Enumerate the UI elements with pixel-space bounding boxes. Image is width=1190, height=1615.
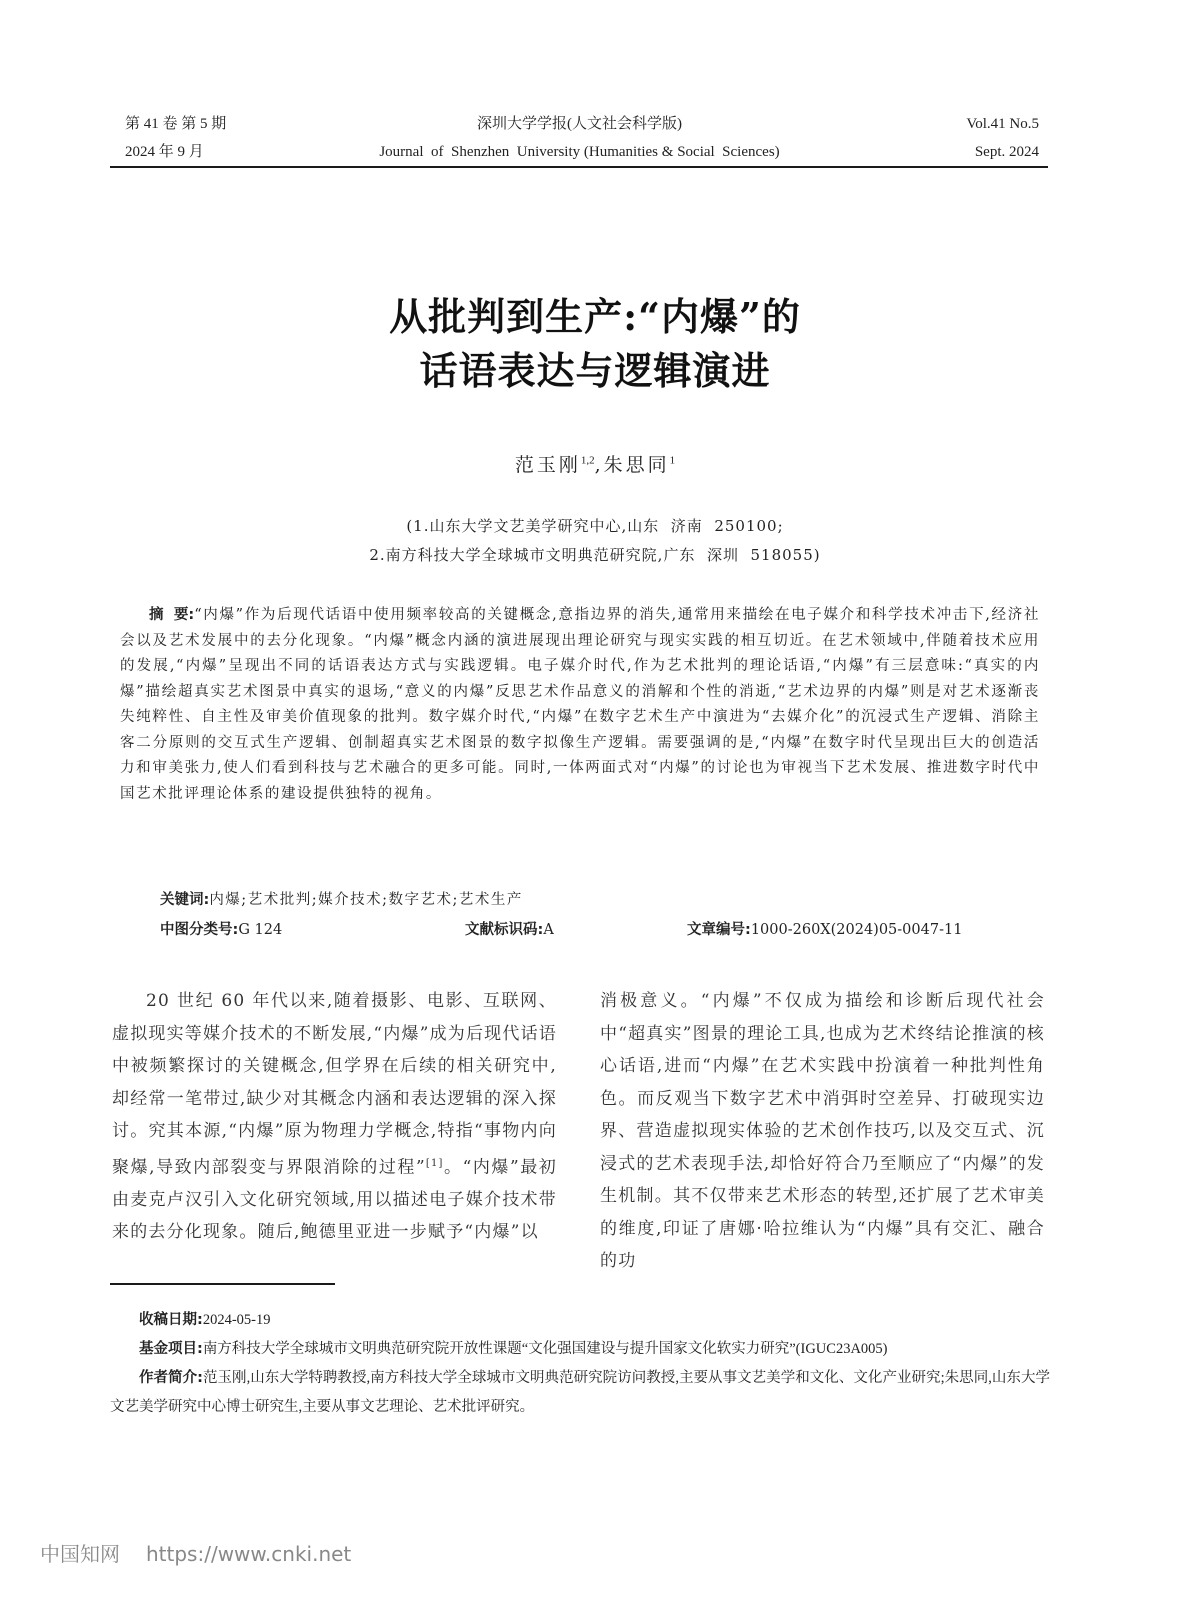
author-bio xyxy=(110,1364,1050,1422)
watermark-brand: 中国知网 xyxy=(40,1542,120,1566)
doc-code-label: 文献标识码: xyxy=(465,922,544,938)
clc-label: 中图分类号: xyxy=(160,922,239,938)
header-center xyxy=(112,110,1047,166)
watermark-url[interactable]: https://www.cnki.net xyxy=(146,1542,352,1566)
received-date xyxy=(110,1306,1050,1335)
date-en: Sept. 2024 xyxy=(974,144,1039,160)
article-number-label: 文章编号: xyxy=(687,922,751,938)
clc-value: G 124 xyxy=(238,922,283,938)
abstract-text: “内爆”作为后现代话语中使用频率较高的关键概念,意指边界的消失,通常用来描绘在电子媒介和科学技术冲击下,经济社会以及艺术发展中的去分化现象。“内爆”概念内涵的演进展现出理论研究与现实实践的相互切近。在艺术领域中,伴随着技术应用的发展,“内爆”呈现出不同的话语表达方式与实践逻辑。电子媒介时代,作为艺术批判的理论话语,“内爆”有三层意味:“真实的内爆”描绘超真实艺术图景中真实的退场,“意义的内爆”反思艺术作品意义的消解和个性的消逝,“艺术边界的内爆”则是对艺术逐渐丧失纯粹性、自主性及审美价值现象的批判。数字媒介时代,“内爆”在数字艺术生产中演进为“去媒介化”的沉浸式生产逻辑、消除主客二分原则的交互式生产逻辑、创制超真实艺术图景的数字拟像生产逻辑。需要强调的是,“内爆”在数字时代呈现出巨大的创造活力和审美张力,使人们看到科技与艺术融合的更多可能。同时,一体两面式对“内爆”的讨论也为审视当下艺术发展、推进数字时代中国艺术批评理论体系的建设提供独特的视角。 xyxy=(120,607,1040,802)
volume-en: Vol.41 No.5 xyxy=(966,116,1039,132)
received-label: 收稿日期: xyxy=(139,1312,203,1328)
bio-value: 范玉刚,山东大学特聘教授,南方科技大学全球城市文明典范研究院访问教授,主要从事文艺美学和文化、文化产业研究;朱思同,山东大学文艺美学研究中心博士研究生,主要从事文艺理论、艺术批评研究。 xyxy=(110,1370,1050,1415)
running-header xyxy=(112,110,1047,170)
article-number-value: 1000-260X(2024)05-0047-11 xyxy=(750,922,963,938)
author-separator: , xyxy=(594,454,604,476)
affiliations xyxy=(0,512,1190,570)
document-code xyxy=(465,918,554,939)
affiliation-line: (1.山东大学文艺美学研究中心,山东 济南 250100; xyxy=(406,517,784,535)
author-name: 范玉刚 xyxy=(514,454,581,476)
fund-project xyxy=(110,1335,1050,1364)
fund-label: 基金项目: xyxy=(139,1341,203,1357)
body-column-right xyxy=(600,985,1045,1278)
citation-reference[interactable]: [1] xyxy=(425,1157,444,1169)
keywords-text: 内爆;艺术批判;媒介技术;数字艺术;艺术生产 xyxy=(209,892,523,908)
bio-label: 作者简介: xyxy=(139,1370,203,1386)
author-affiliation-marker: 1,2 xyxy=(580,454,595,467)
title-line-2: 话语表达与逻辑演进 xyxy=(419,348,771,393)
body-paragraph-text: 20 世纪 60 年代以来,随着摄影、电影、互联网、虚拟现实等媒介技术的不断发展,“内爆”成为后现代话语中被频繁探讨的关键概念,但学界在后续的相关研究中,却经常一笔带过,缺少对其概念内涵和表达逻辑的深入探讨。究其本源,“内爆”原为物理力学概念,特指“事物内向聚爆,导致内部裂变与界限消除的过程” xyxy=(112,991,557,1178)
author-list xyxy=(0,450,1190,477)
header-right xyxy=(966,110,1039,166)
abstract xyxy=(120,603,1040,807)
article-number xyxy=(687,918,962,939)
body-paragraph-text: 消极意义。“内爆”不仅成为描绘和诊断后现代社会中“超真实”图景的理论工具,也成为艺术终结论推演的核心话语,进而“内爆”在艺术实践中扮演着一种批判性角色。而反观当下数字艺术中消弭时空差异、打破现实边界、营造虚拟现实体验的艺术创作技巧,以及交互式、沉浸式的艺术表现手法,却恰好符合乃至顺应了“内爆”的发生机制。其不仅带来艺术形态的转型,还扩展了艺术审美的维度,印证了唐娜·哈拉维认为“内爆”具有交汇、融合的功 xyxy=(600,991,1045,1271)
footnote-rule xyxy=(110,1283,335,1285)
author-name: 朱思同 xyxy=(603,454,670,476)
volume-cn: 第 41 卷 第 5 期 xyxy=(125,116,227,132)
doc-code-value: A xyxy=(543,922,554,938)
header-rule xyxy=(110,166,1048,168)
cnki-watermark xyxy=(40,1538,377,1567)
article-title xyxy=(0,290,1190,398)
author-affiliation-marker: 1 xyxy=(669,454,676,467)
title-line-1: 从批判到生产:“内爆”的 xyxy=(389,294,801,339)
journal-name-cn: 深圳大学学报(人文社会科学版) xyxy=(477,116,682,132)
abstract-label: 摘 要: xyxy=(149,607,195,623)
affiliation-line: 2.南方科技大学全球城市文明典范研究院,广东 深圳 518055) xyxy=(369,546,821,564)
journal-name-en: Journal of Shenzhen University (Humanities & Social Sciences) xyxy=(379,144,780,160)
date-cn: 2024 年 9 月 xyxy=(125,144,204,160)
clc-number xyxy=(160,918,282,939)
keywords-label: 关键词: xyxy=(160,892,210,908)
fund-value: 南方科技大学全球城市文明典范研究院开放性课题“文化强国建设与提升国家文化软实力研究”(IGUC23A005) xyxy=(202,1341,888,1357)
body-column-left xyxy=(112,985,557,1249)
keywords xyxy=(160,888,1040,909)
received-value: 2024-05-19 xyxy=(202,1312,271,1328)
body-paragraph-text: 。“内爆”最初由麦克卢汉引入文化研究领域,用以描述电子媒介技术带来的去分化现象。随后,鲍德里亚进一步赋予“内爆”以 xyxy=(112,1157,557,1243)
footnotes xyxy=(110,1306,1050,1422)
